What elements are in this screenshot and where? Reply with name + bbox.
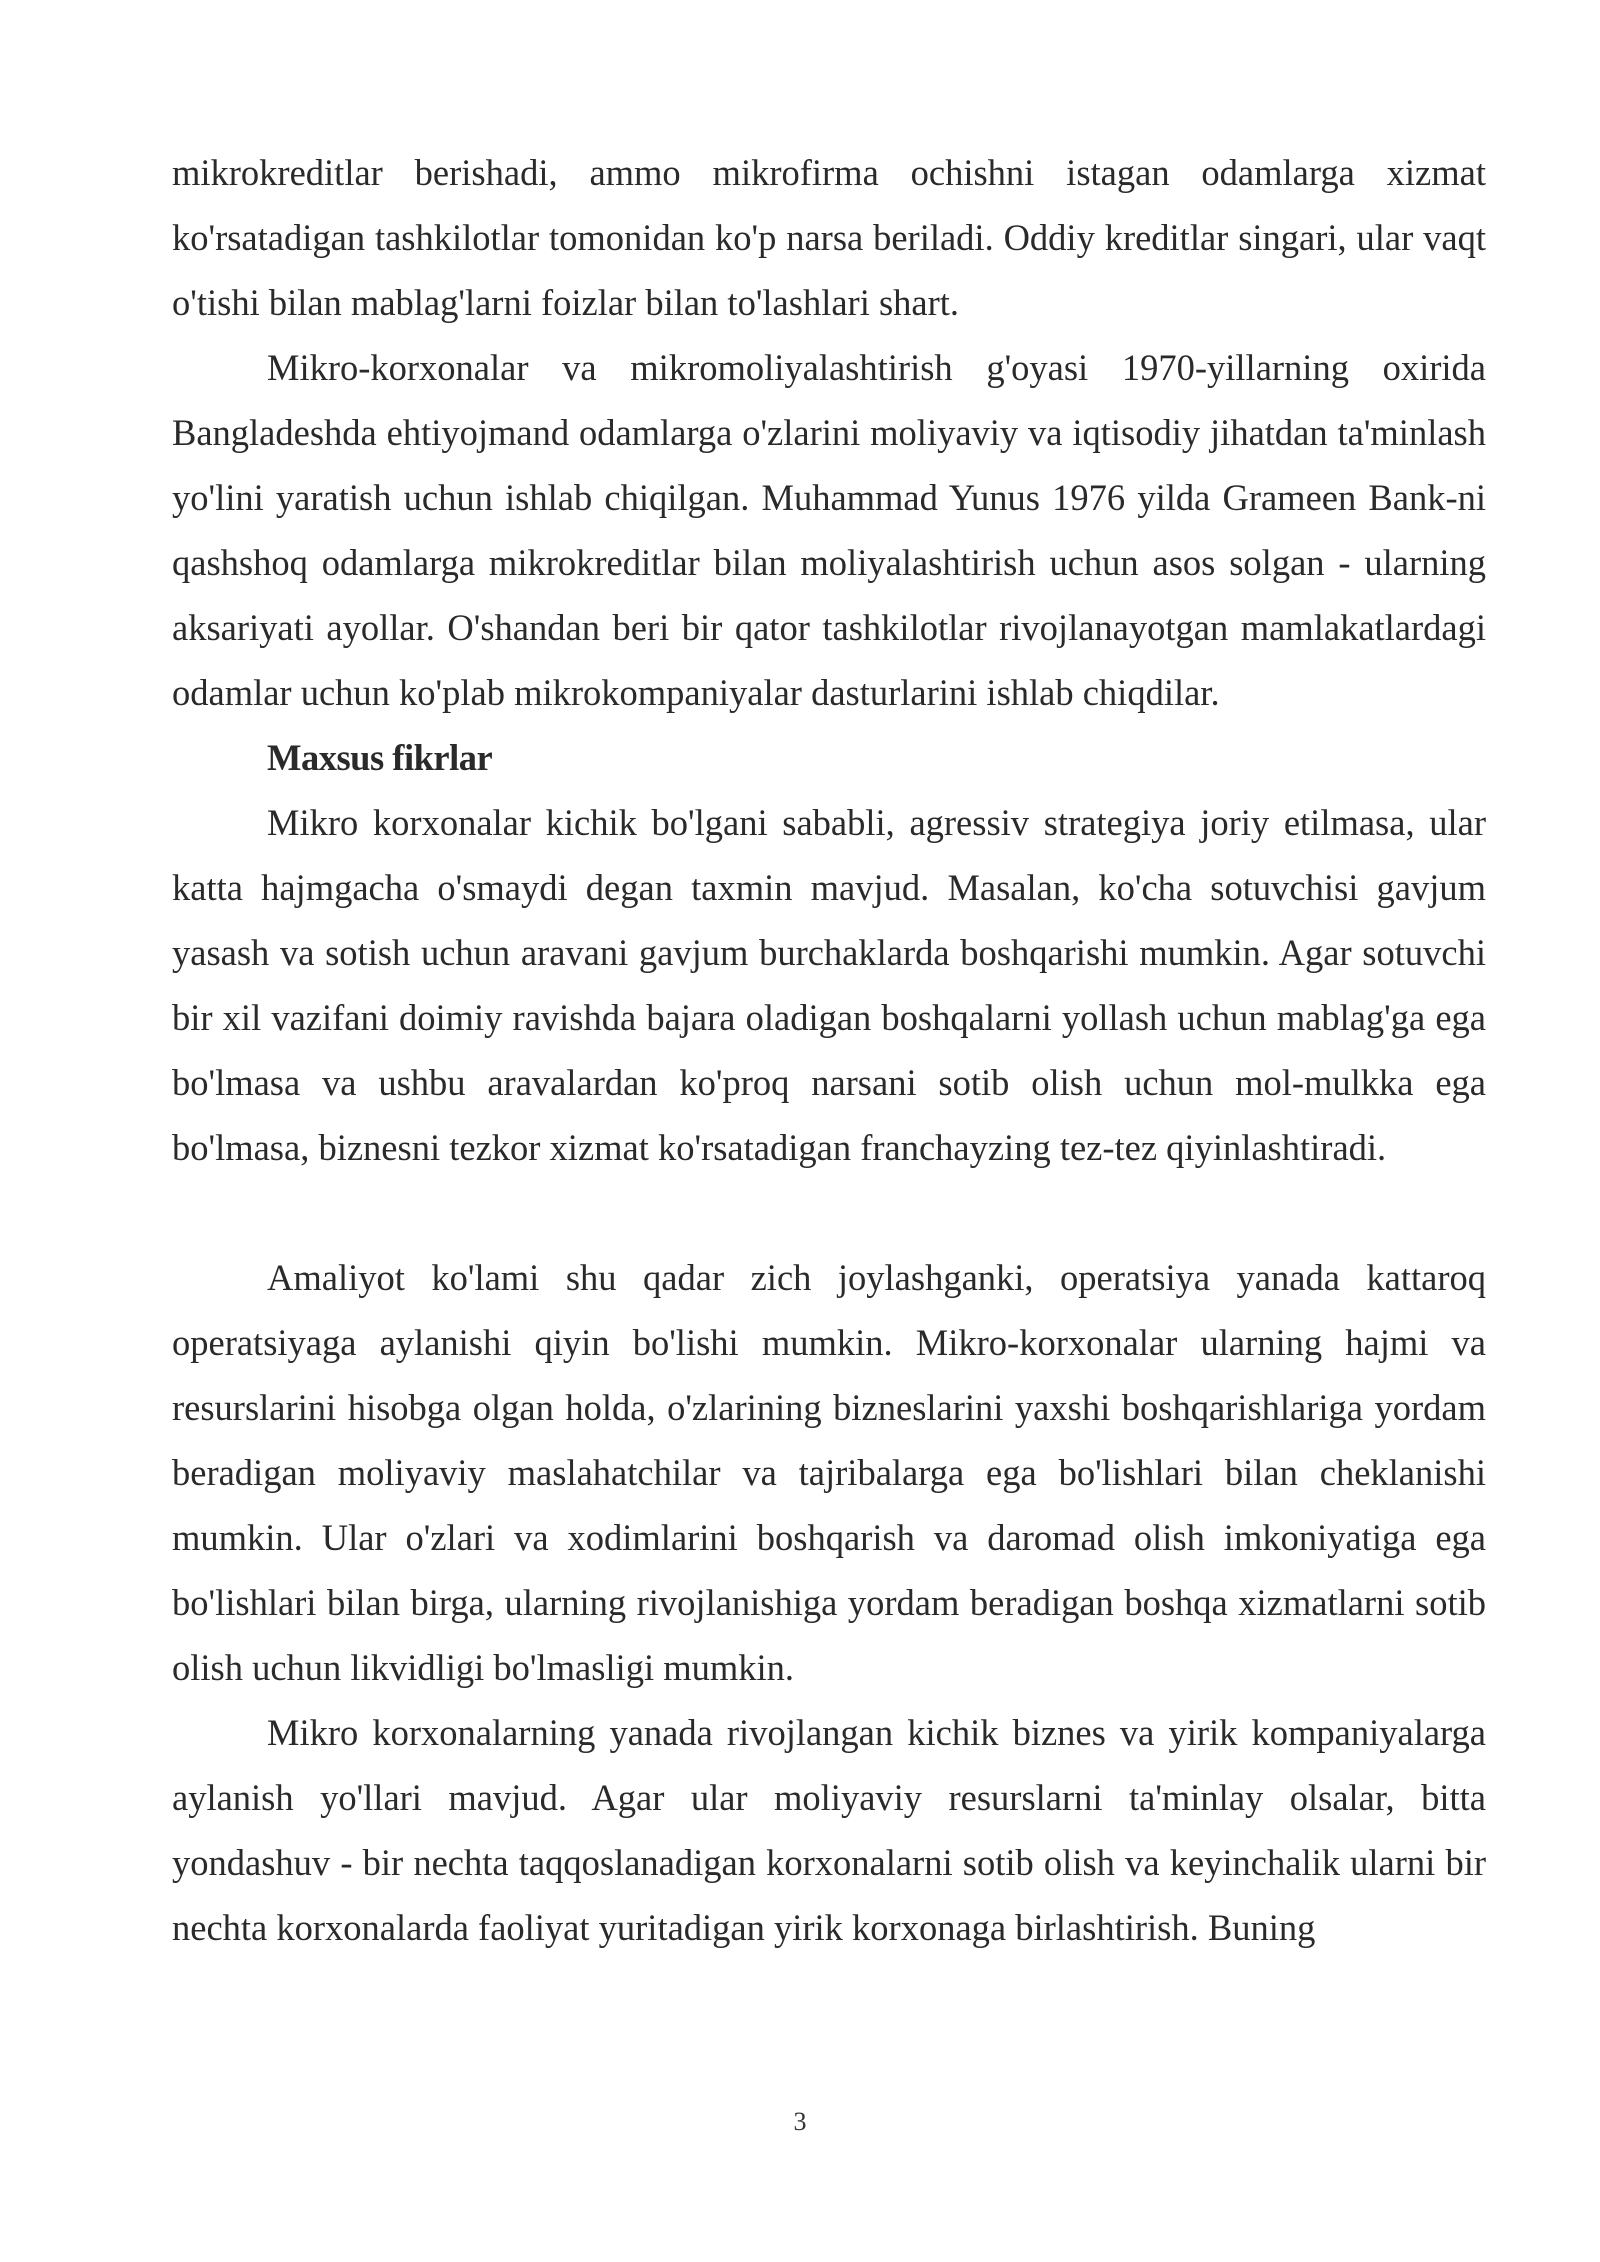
document-body <box>172 140 1486 1960</box>
page-number: 3 <box>793 2107 807 2136</box>
paragraph-continuation: mikrokreditlar berishadi, ammo mikrofirma ochishni istagan odamlarga xizmat ko'rsatadigan tashkilotlar tomonidan ko'p narsa beriladi. Oddiy kreditlar singari, ular vaqt o'tishi bilan mablag'larni foizlar bilan to'lashlari shart. <box>172 152 1486 323</box>
paragraph-gap <box>172 1180 1486 1245</box>
section-heading: Maxsus fikrlar <box>267 737 493 778</box>
paragraph-growth-assumption: Mikro korxonalar kichik bo'lgani sababli, agressiv strategiya joriy etilmasa, ular katta hajmgacha o'smaydi degan taxmin mavjud. Masalan, ko'cha sotuvchisi gavjum yasash va sotish uchun aravani gavjum burchaklarda boshqarishi mumkin. Agar sotuvchi bir xil vazifani doimiy ravishda bajara oladigan boshqalarni yollash uchun mablag'ga ega bo'lmasa va ushbu aravalardan ko'proq narsani sotib olish uchun mol-mulkka ega bo'lmasa, biznesni tezkor xizmat ko'rsatadigan franchayzing tez-tez qiyinlashtiradi. <box>172 802 1486 1168</box>
paragraph-history: Mikro-korxonalar va mikromoliyalashtirish g'oyasi 1970-yillarning oxirida Bangladeshda ehtiyojmand odamlarga o'zlarini moliyaviy va iqtisodiy jihatdan ta'minlash yo'lini yaratish uchun ishlab chiqilgan. Muhammad Yunus 1976 yilda Grameen Bank-ni qashshoq odamlarga mikrokreditlar bilan moliyalashtirish uchun asos solgan - ularning aksariyati ayollar. O'shandan beri bir qator tashkilotlar rivojlanayotgan mamlakatlardagi odamlar uchun ko'plab mikrokompaniyalar dasturlarini ishlab chiqdilar. <box>172 347 1486 713</box>
paragraph-development: Mikro korxonalarning yanada rivojlangan kichik biznes va yirik kompaniyalarga aylanish yo'llari mavjud. Agar ular moliyaviy resurslarni ta'minlay olsalar, bitta yondashuv - bir nechta taqqoslanadigan korxonalarni sotib olish va keyinchalik ularni bir nechta korxonalarda faoliyat yuritadigan yirik korxonaga birlashtirish. Buning <box>172 1712 1486 1948</box>
paragraph-scale: Amaliyot ko'lami shu qadar zich joylashganki, operatsiya yanada kattaroq operatsiyaga aylanishi qiyin bo'lishi mumkin. Mikro-korxonalar ularning hajmi va resurslarini hisobga olgan holda, o'zlarining bizneslarini yaxshi boshqarishlariga yordam beradigan moliyaviy maslahatchilar va tajribalarga ega bo'lishlari bilan cheklanishi mumkin. Ular o'zlari va xodimlarini boshqarish va daromad olish imkoniyatiga ega bo'lishlari bilan birga, ularning rivojlanishiga yordam beradigan boshqa xizmatlarni sotib olish uchun likvidligi bo'lmasligi mumkin. <box>172 1257 1486 1688</box>
